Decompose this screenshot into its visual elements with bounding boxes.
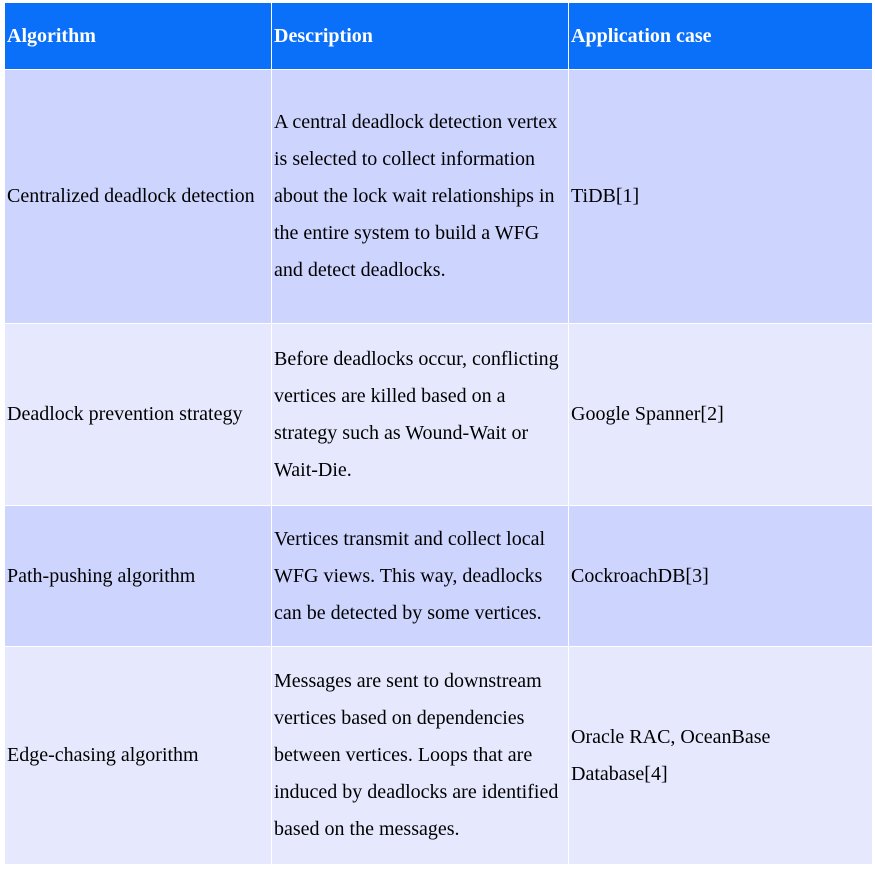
header-description: Description	[272, 3, 569, 70]
application-cell	[569, 647, 873, 865]
deadlock-algorithms-table	[4, 2, 873, 865]
table-row	[5, 647, 873, 865]
algorithm-name: Path-pushing algorithm	[7, 564, 196, 587]
algorithm-description: Vertices transmit and collect local WFG views. This way, deadlocks can be detected by some vertices.	[274, 527, 546, 624]
description-cell	[272, 70, 569, 324]
algorithm-cell	[5, 70, 272, 324]
table-row	[5, 324, 873, 506]
header-application-case: Application case	[569, 3, 873, 70]
algorithm-cell	[5, 647, 272, 865]
algorithm-name: Deadlock prevention strategy	[7, 403, 243, 425]
table-row	[5, 506, 873, 647]
algorithm-cell	[5, 506, 272, 647]
algorithm-name: Centralized deadlock detection	[7, 185, 255, 207]
application-case: CockroachDB[3]	[571, 564, 709, 587]
description-cell	[272, 324, 569, 506]
algorithm-description: Messages are sent to downstream vertices based on dependencies between vertices. Loops that are induced by deadlocks are identified based on the messages.	[274, 670, 559, 840]
application-cell	[569, 70, 873, 324]
algorithm-name: Edge-chasing algorithm	[7, 744, 199, 766]
description-cell	[272, 647, 569, 865]
algorithm-description: Before deadlocks occur, conflicting vertices are killed based on a strategy such as Wound-Wait or Wait-Die.	[274, 347, 559, 481]
table-header-row	[5, 3, 873, 70]
application-case: Google Spanner[2]	[571, 403, 724, 425]
header-algorithm: Algorithm	[5, 3, 272, 70]
description-cell	[272, 506, 569, 647]
table-row	[5, 70, 873, 324]
algorithm-description: A central deadlock detection vertex is selected to collect information about the lock wait relationships in the entire system to build a WFG and detect deadlocks.	[274, 111, 558, 281]
application-case: TiDB[1]	[571, 185, 640, 207]
application-cell	[569, 506, 873, 647]
algorithm-cell	[5, 324, 272, 506]
application-case: Oracle RAC, OceanBase Database[4]	[571, 725, 771, 785]
application-cell	[569, 324, 873, 506]
